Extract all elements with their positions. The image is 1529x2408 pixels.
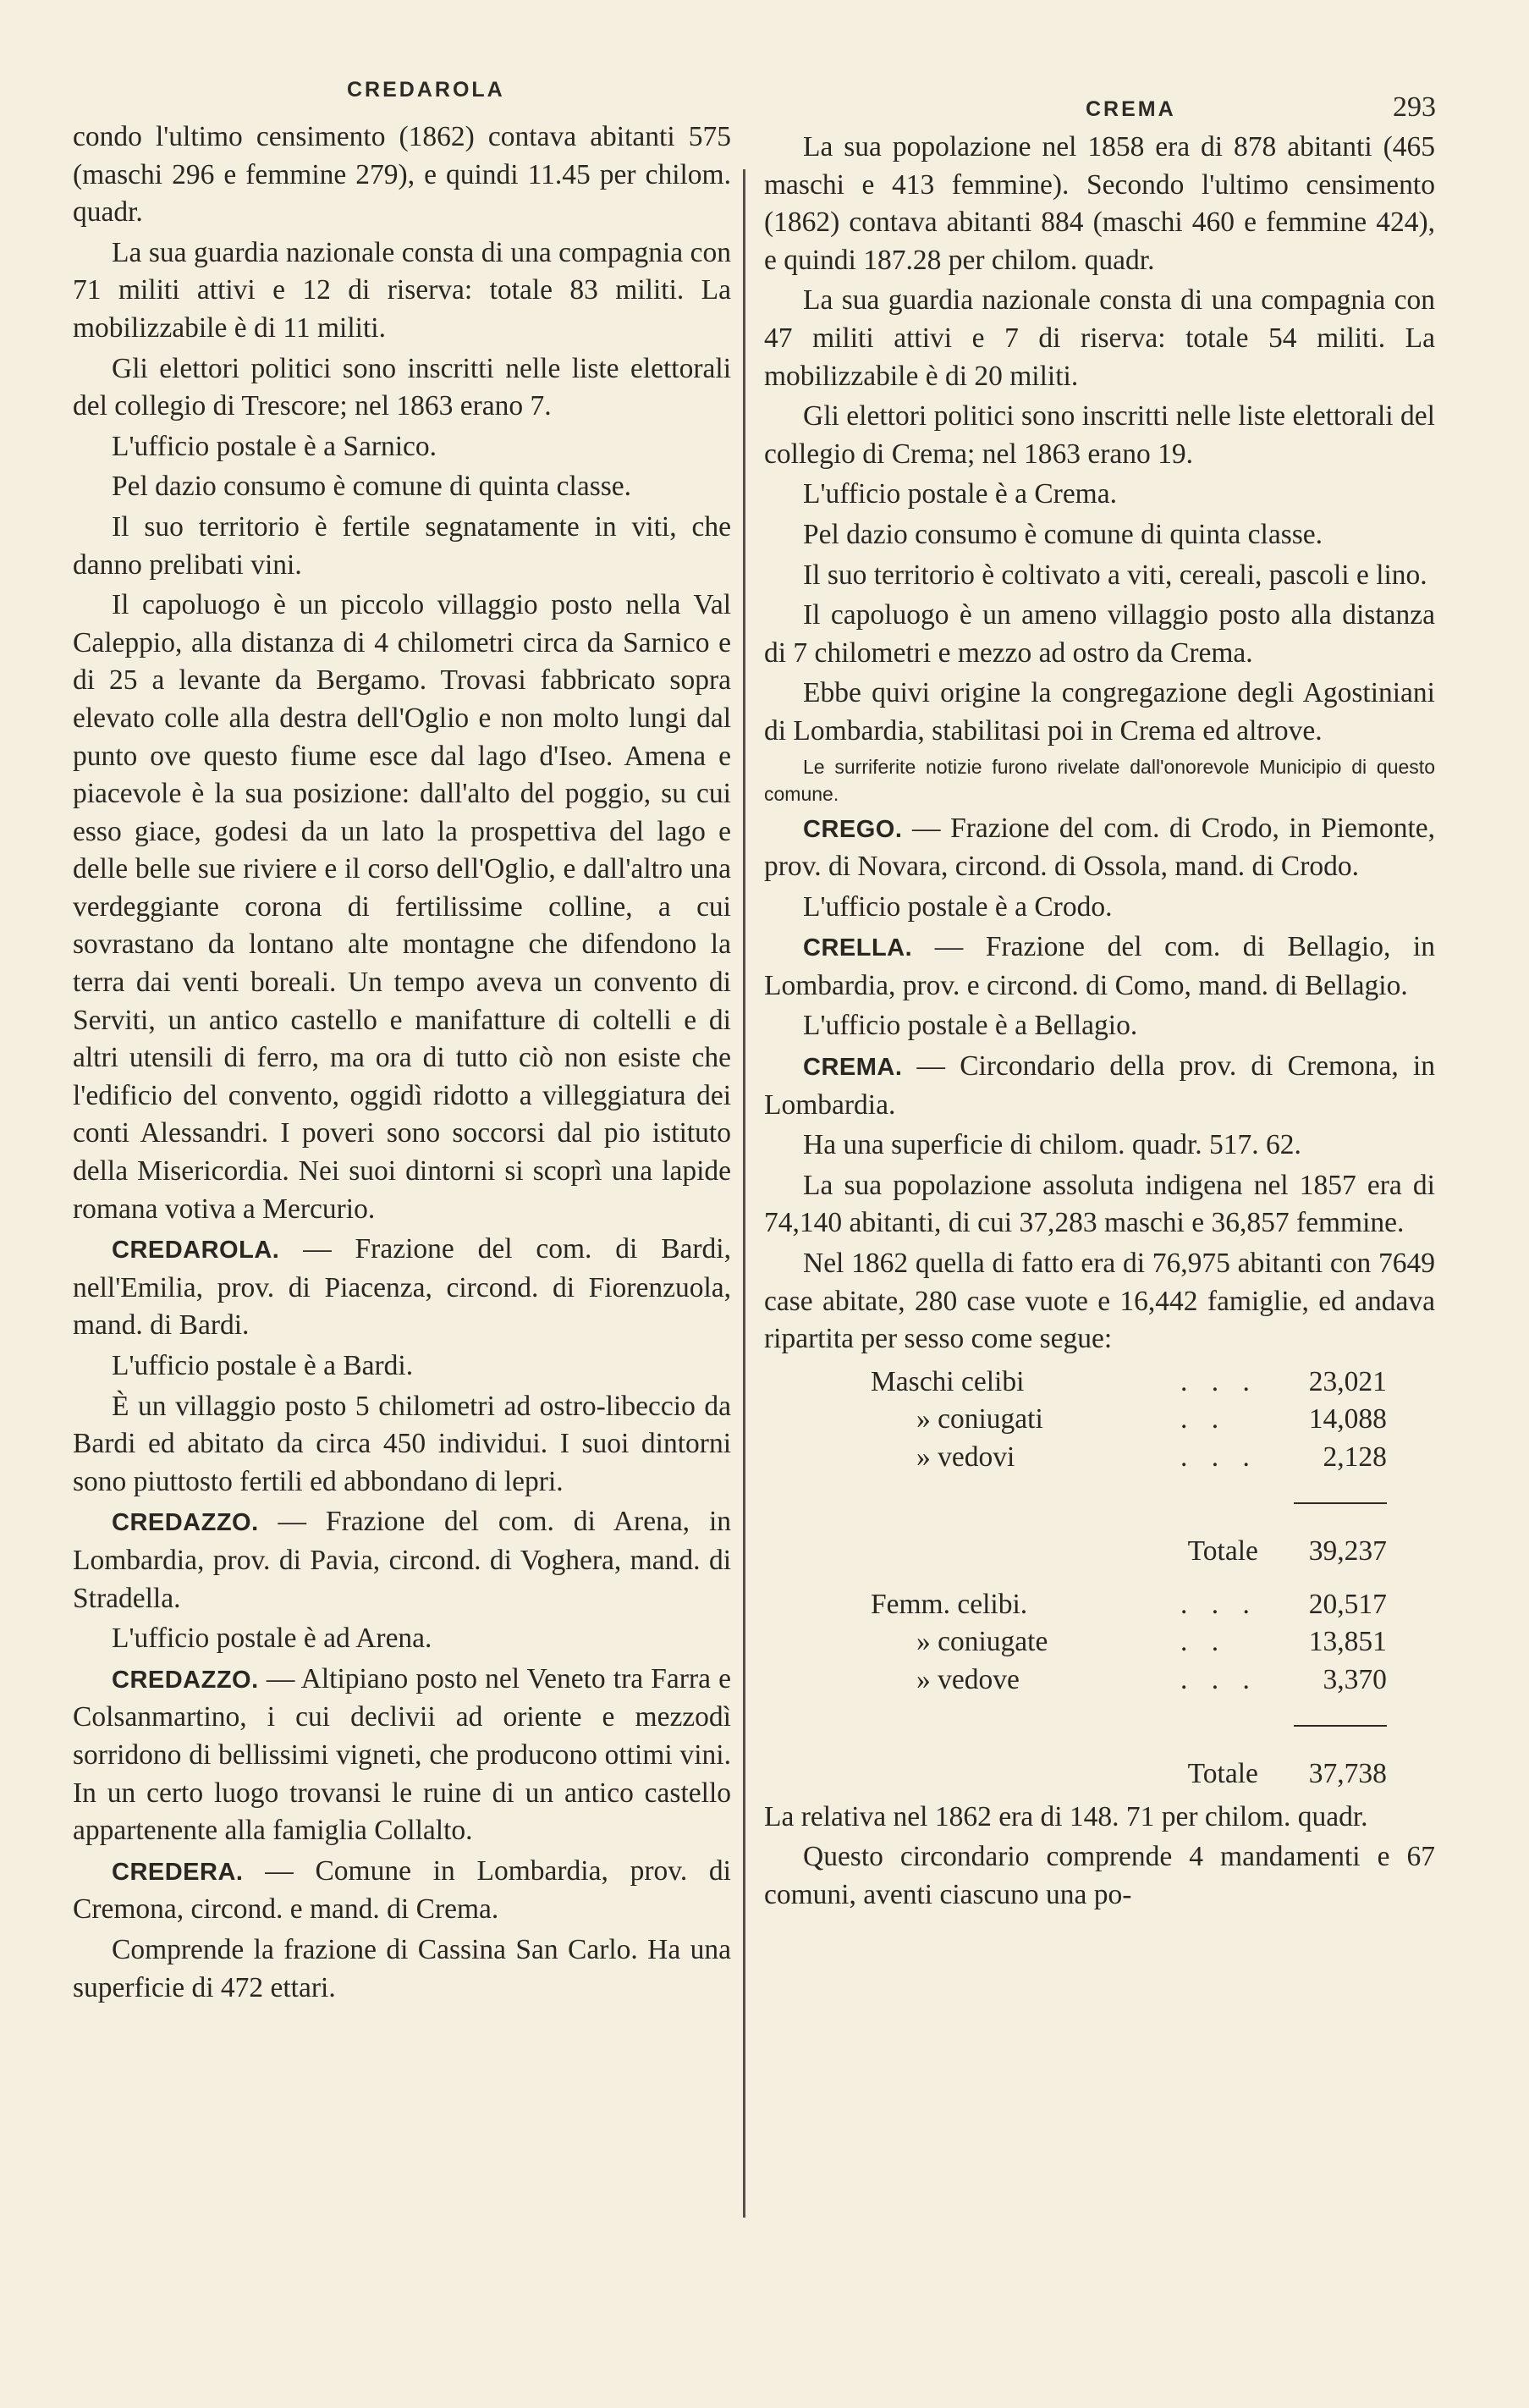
paragraph [73, 468, 731, 506]
total-label: Totale [1187, 1758, 1258, 1790]
right-column [764, 129, 1435, 1917]
paragraph-text: La sua popolazione assoluta indigena nel 1857 era di 74,140 abitanti, di cui 37,283 maschi e 36,857 femmine. [764, 1169, 1435, 1239]
paragraph-text: L'ufficio postale è a Bellagio. [803, 1010, 1138, 1042]
leader-dots: . . . [1180, 1365, 1258, 1397]
paragraph [764, 1838, 1435, 1914]
total-value: 37,738 [1308, 1758, 1387, 1790]
sum-line-cell [1263, 1700, 1392, 1738]
paragraph [764, 476, 1435, 514]
sum-line-cell [1263, 1477, 1392, 1515]
entry-text: — Comune in Lombardia, prov. di Cremona, circond. e mand. di Crema. [73, 1854, 731, 1926]
paragraph-text: È un villaggio posto 5 chilometri ad ostro-libeccio da Bardi ed abitato da circa 450 individui. I suoi dintorni sono piuttosto fertili ed abbondano di lepri. [73, 1390, 731, 1497]
leader-dots: . . . [1180, 1441, 1258, 1473]
leader-dots: . . [1180, 1403, 1228, 1435]
spacer [866, 1700, 1175, 1738]
row-value: 13,851 [1308, 1626, 1387, 1658]
total-label: Totale [1187, 1535, 1258, 1568]
sum-rule-row [866, 1477, 1392, 1515]
paragraph [73, 1347, 731, 1386]
paragraph [764, 597, 1435, 672]
entry-text: — Frazione del com. di Bardi, nell'Emilia, prov. di Piacenza, circond. di Fiorenzuola, mand. di Bardi. [73, 1233, 731, 1342]
paragraph [764, 675, 1435, 750]
paragraph-text: Il suo territorio è fertile segnatamente in viti, che danno prelibati vini. [73, 510, 731, 581]
leader-dots: . . . [1180, 1588, 1258, 1620]
entry-headword: CRELLA. [803, 934, 913, 962]
entry-headword: CREDAZZO. [112, 1509, 259, 1537]
entry-headword: CREDAROLA. [112, 1237, 280, 1265]
paragraph-text: Pel dazio consumo è comune di quinta classe. [112, 471, 632, 503]
entry-text: — Circondario della prov. di Cremona, in Lombardia. [764, 1050, 1435, 1121]
entry-text: — Altipiano posto nel Veneto tra Farra e Colsanmartino, i cui declivii ad oriente e mezzodì sorridono di bellissimi vigneti, che producono ottimi vini. In un certo luogo trovansi le ruine di un antico castello appartenente alla famiglia Collalto. [73, 1662, 731, 1847]
paragraph [73, 509, 731, 584]
entry [764, 810, 1435, 886]
spacer [866, 1514, 1175, 1571]
sum-line [1294, 1502, 1387, 1504]
entry [764, 1048, 1435, 1124]
spacer [866, 1737, 1175, 1794]
paragraph-text: Questo circondario comprende 4 mandamenti e 67 comuni, aventi ciascuno una po- [764, 1841, 1435, 1910]
paragraph [764, 1127, 1435, 1165]
spacer [866, 1477, 1175, 1515]
paragraph-text: Comprende la frazione di Cassina San Carlo. Ha una superficie di 472 ettari. [73, 1933, 731, 2003]
paragraph-text: Il suo territorio è coltivato a viti, cereali, pascoli e lino. [803, 559, 1427, 591]
paragraph-text: condo l'ultimo censimento (1862) contava abitanti 575 (maschi 296 e femmine 279), e quindi 11.45 per chilom. quadr. [73, 121, 731, 229]
row-label: Maschi celibi [871, 1365, 1025, 1397]
row-label: » vedovi [916, 1441, 1015, 1473]
row-label: » coniugate [916, 1626, 1048, 1658]
spacer-row [866, 1571, 1392, 1586]
paragraph [764, 282, 1435, 395]
paragraph-text: La sua popolazione nel 1858 era di 878 abitanti (465 maschi e 413 femmine). Secondo l'ultimo censimento (1862) contava abitanti 884 (maschi 460 e femmine 424), e quindi 187.28 per chilom. quadr. [764, 131, 1435, 276]
table-row [866, 1661, 1392, 1700]
left-column [73, 118, 731, 2009]
paragraph [73, 1931, 731, 2007]
table-row [866, 1364, 1392, 1402]
paragraph [764, 1007, 1435, 1045]
spacer [1175, 1700, 1263, 1738]
paragraph-text: L'ufficio postale è ad Arena. [112, 1623, 432, 1655]
paragraph [764, 129, 1435, 279]
sum-rule-row [866, 1700, 1392, 1738]
paragraph-text: Gli elettori politici sono inscritti nelle liste elettorali del collegio di Crema; nel 1863 erano 19. [764, 400, 1435, 470]
table-row [866, 1439, 1392, 1477]
spacer [1175, 1477, 1263, 1515]
paragraph-text: Nel 1862 quella di fatto era di 76,975 abitanti con 7649 case abitate, 280 case vuote e 16,442 famiglie, ed andava ripartita per sesso come segue: [764, 1248, 1435, 1355]
paragraph-text: L'ufficio postale è a Sarnico. [112, 430, 437, 462]
paragraph-text: Ha una superficie di chilom. quadr. 517. 62. [803, 1129, 1301, 1161]
table-row [866, 1401, 1392, 1439]
paragraph [764, 1167, 1435, 1243]
paragraph-text: L'ufficio postale è a Bardi. [112, 1350, 414, 1381]
paragraph-text: Ebbe quivi origine la congregazione degli Agostiniani di Lombardia, stabilitasi poi in Crema ed altrove. [764, 677, 1435, 747]
entry-headword: CREMA. [803, 1054, 903, 1082]
leader-dots: . . . [1180, 1663, 1258, 1695]
entry [73, 1231, 731, 1345]
paragraph [73, 587, 731, 1228]
table-row [866, 1586, 1392, 1624]
paragraph-text: Pel dazio consumo è comune di quinta classe. [803, 518, 1323, 550]
row-value: 2,128 [1323, 1441, 1387, 1473]
row-label: Femm. celibi. [871, 1588, 1028, 1620]
entry [73, 1853, 731, 1929]
paragraph [73, 1388, 731, 1502]
paragraph [764, 557, 1435, 595]
paragraph-text: Gli elettori politici sono inscritti nelle liste elettorali del collegio di Trescore; nel 1863 erano 7. [73, 352, 731, 422]
spacer [866, 1571, 1392, 1586]
total-value: 39,237 [1308, 1535, 1387, 1568]
population-by-sex-table [866, 1364, 1392, 1794]
sum-line [1294, 1725, 1387, 1727]
paragraph-text: L'ufficio postale è a Crodo. [803, 890, 1113, 923]
table-row [866, 1623, 1392, 1661]
paragraph-text: La sua guardia nazionale consta di una compagnia con 71 militi attivi e 12 di riserva: totale 83 militi. La mobilizzabile è di 11 militi. [73, 236, 731, 344]
row-label: » vedove [916, 1663, 1020, 1695]
entry-text: — Frazione del com. di Arena, in Lombardia, prov. di Pavia, circond. di Voghera, mand. di Stradella. [73, 1506, 731, 1614]
paragraph [764, 1245, 1435, 1358]
paragraph-text: Il capoluogo è un piccolo villaggio posto nella Val Caleppio, alla distanza di 4 chilometri circa da Sarnico e di 25 a levante da Bergamo. Trovasi fabbricato sopra elevato colle alla destra dell'Oglio e non molto lungi dal punto ove questo fiume esce dal lago d'Iseo. Amena e piacevole è la sua posizione: dall'alto del poggio, su cui esso giace, godesi da un lato la prospettiva del lago e delle belle sue riviere e il corso dell'Oglio, e dall'altro una verdeggiante corona di fertilissime colline, a cui sovrastano da lontano alte montagne che difendono la terra dai venti boreali. Un tempo aveva un convento di Serviti, un antico castello e manifatture di coltelli e di altri utensili di ferro, ma ora di tutto ciò non esiste che l'edificio del convento, oggidì ridotto a villeggiatura dei conti Alessandri. I poveri sono soccorsi dal pio istituto della Misericordia. Nei suoi dintorni si scoprì una lapide romana votiva a Mercurio. [73, 589, 731, 1225]
left-running-head: CREDAROLA [347, 78, 505, 102]
paragraph [764, 1799, 1435, 1837]
total-row [866, 1737, 1392, 1794]
column-divider [743, 169, 745, 2218]
entry-headword: CREGO. [803, 815, 903, 843]
entry-headword: CREDAZZO. [112, 1666, 259, 1694]
paragraph [73, 118, 731, 232]
paragraph [764, 889, 1435, 927]
page-number: 293 [1393, 91, 1436, 123]
leader-dots: . . [1180, 1626, 1228, 1658]
entry [73, 1503, 731, 1617]
row-label: » coniugati [916, 1403, 1043, 1435]
paragraph [73, 428, 731, 466]
paragraph-text: L'ufficio postale è a Crema. [803, 478, 1117, 510]
paragraph [764, 398, 1435, 473]
row-value: 14,088 [1308, 1403, 1387, 1435]
entry-text: — Frazione del com. di Bellagio, in Lombardia, prov. e circond. di Como, mand. di Bellagio. [764, 931, 1435, 1001]
paragraph [73, 234, 731, 348]
paragraph-text: La sua guardia nazionale consta di una compagnia con 47 militi attivi e 7 di riserva: totale 54 militi. La mobilizzabile è di 20 militi. [764, 284, 1435, 392]
paragraph-text: Il capoluogo è un ameno villaggio posto alla distanza di 7 chilometri e mezzo ad ostro da Crema. [764, 599, 1435, 669]
entry [73, 1661, 731, 1850]
paragraph [73, 350, 731, 426]
paragraph-text: La relativa nel 1862 era di 148. 71 per chilom. quadr. [764, 1800, 1368, 1832]
total-row [866, 1514, 1392, 1571]
row-value: 20,517 [1308, 1588, 1387, 1620]
entry-headword: CREDERA. [112, 1858, 244, 1886]
row-value: 3,370 [1323, 1663, 1387, 1695]
source-note: Le surriferite notizie furono rivelate dall'onorevole Municipio di questo comune. [764, 755, 1435, 805]
right-running-head: CREMA [1086, 97, 1176, 121]
entry-text: — Frazione del com. di Crodo, in Piemonte, prov. di Novara, circond. di Ossola, mand. di Crodo. [764, 812, 1435, 883]
paragraph [764, 516, 1435, 554]
entry [764, 928, 1435, 1005]
row-value: 23,021 [1308, 1365, 1387, 1397]
paragraph [73, 1620, 731, 1658]
